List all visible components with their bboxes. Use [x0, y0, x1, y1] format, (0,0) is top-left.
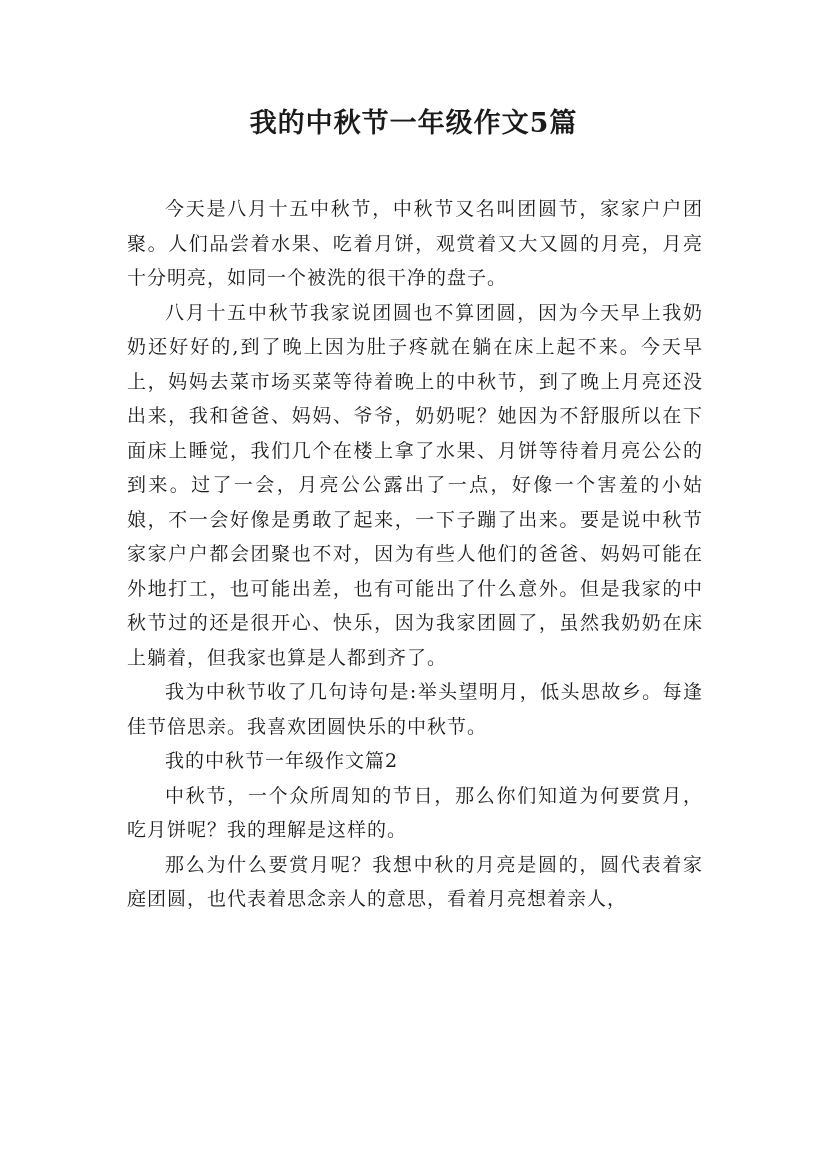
paragraph-4: 中秋节，一个众所周知的节日，那么你们知道为何要赏月，吃月饼呢？我的理解是这样的。: [127, 784, 703, 841]
paragraph-5: 那么为什么要赏月呢？我想中秋的月亮是圆的，圆代表着家庭团圆，也代表着思念亲人的意思，看着月亮想着亲人，: [127, 853, 703, 910]
paragraph-2: 八月十五中秋节我家说团圆也不算团圆，因为今天早上我奶奶还好好的,到了晚上因为肚子疼就在躺在床上起不来。今天早上，妈妈去菜市场买菜等待着晚上的中秋节，到了晚上月亮还没出来，我和爸爸、妈妈、爷爷，奶奶呢？她因为不舒服所以在下面床上睡觉，我们几个在楼上拿了水果、月饼等待着月亮公公的到来。过了一会，月亮公公露出了一点，好像一个害羞的小姑娘，不一会好像是勇敢了起来，一下子蹦了出来。要是说中秋节家家户户都会团聚也不对，因为有些人他们的爸爸、妈妈可能在外地打工，也可能出差，也有可能出了什么意外。但是我家的中秋节过的还是很开心、快乐，因为我家团圆了，虽然我奶奶在床上躺着，但我家也算是人都到齐了。: [127, 301, 703, 669]
paragraph-3: 我为中秋节收了几句诗句是:举头望明月，低头思故乡。每逢佳节倍思亲。我喜欢团圆快乐的中秋节。: [127, 681, 703, 738]
document-title: 我的中秋节一年级作文5篇: [249, 108, 578, 139]
document-body: [127, 192, 703, 917]
paragraph-1: 今天是八月十五中秋节，中秋节又名叫团圆节，家家户户团聚。人们品尝着水果、吃着月饼，观赏着又大又圆的月亮，月亮十分明亮，如同一个被洗的很干净的盘子。: [127, 198, 703, 289]
section-heading: 我的中秋节一年级作文篇2: [165, 750, 399, 772]
